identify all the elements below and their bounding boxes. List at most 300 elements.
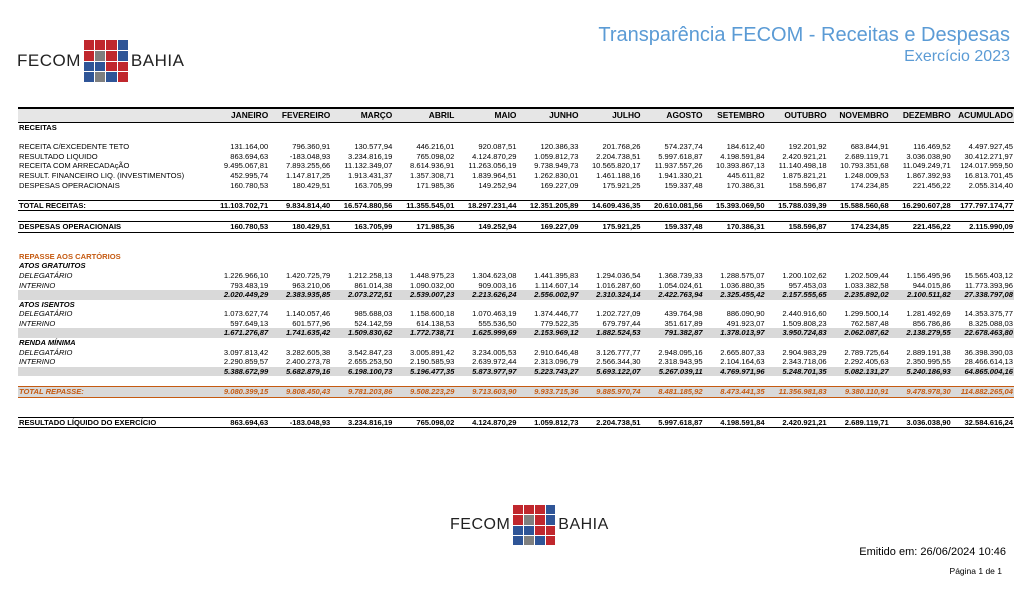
table-cell: 3.036.038,90	[890, 417, 952, 428]
table-cell: 863.694,63	[230, 151, 269, 161]
table-cell: 3.234.816,19	[347, 151, 393, 161]
row-label: RENDA MÍNIMA	[19, 338, 76, 348]
table-cell: 957.453,03	[788, 280, 827, 290]
table-cell: 2.400.273,78	[285, 357, 331, 367]
table-cell: 1.158.600,18	[410, 309, 455, 319]
row-label: DELEGATÁRIO	[19, 309, 73, 319]
table-cell: 791.382,87	[642, 328, 704, 338]
table-cell: 163.705,99	[354, 180, 393, 190]
table-cell: 2.689.119,71	[828, 417, 890, 428]
logo-tile	[524, 515, 534, 524]
table-cell: 221.456,22	[912, 180, 951, 190]
table-cell: 2.639.972,44	[472, 357, 517, 367]
table-cell: 2.235.892,02	[828, 290, 890, 300]
table-cell: 221.456,22	[890, 221, 952, 232]
table-cell: 1.114.607,14	[534, 280, 579, 290]
table-cell: 4.769.971,96	[704, 367, 766, 377]
row-label	[18, 232, 1014, 242]
table-cell: 920.087,51	[478, 142, 517, 152]
table-cell: 2.655.253,50	[347, 357, 393, 367]
table-cell: 3.097.813,42	[223, 347, 269, 357]
table-cell: 2.190.585,93	[410, 357, 455, 367]
table-row	[18, 328, 1014, 338]
table-cell: 2.020.449,29	[207, 290, 269, 300]
table-cell: 7.893.255,66	[285, 161, 331, 171]
row-label	[18, 211, 1014, 222]
row-label: DELEGATÁRIO	[19, 347, 73, 357]
row-label	[18, 367, 207, 377]
table-cell: 1.054.024,61	[658, 280, 703, 290]
table-row	[18, 417, 1014, 428]
table-cell: 1.839.964,51	[472, 170, 517, 180]
table-cell: 5.223.743,27	[517, 367, 579, 377]
table-cell: 2.566.344,30	[596, 357, 641, 367]
table-cell: 1.294.036,54	[596, 270, 641, 280]
logo-tile	[106, 72, 116, 82]
table-row	[18, 387, 1014, 398]
table-cell: 1.140.057,46	[285, 309, 331, 319]
table-cell: 175.921,25	[579, 221, 641, 232]
table-cell: 614.138,53	[416, 318, 455, 328]
row-label	[18, 397, 1014, 407]
table-cell: 11.132.349,07	[344, 161, 393, 171]
row-label: TOTAL RECEITAS:	[18, 200, 207, 211]
page-number: Página 1 de 1	[949, 566, 1002, 576]
table-cell: 683.844,91	[850, 142, 889, 152]
table-cell: 1.374.446,77	[534, 309, 579, 319]
table-cell: 9.080.399,15	[207, 387, 269, 398]
table-header-row	[18, 108, 1014, 123]
table-cell: 9.380.110,91	[828, 387, 890, 398]
logo-tile	[95, 62, 105, 72]
table-cell: 5.082.131,27	[828, 367, 890, 377]
logo-mark-icon	[513, 505, 555, 545]
table-cell: 8.481.185,92	[642, 387, 704, 398]
table-cell: 2.383.935,85	[269, 290, 331, 300]
table-cell: 1.156.495,96	[906, 270, 951, 280]
table-cell: 32.584.616,24	[952, 417, 1014, 428]
table-cell: 2.318.943,95	[658, 357, 703, 367]
logo-tile	[118, 62, 128, 72]
table-cell: 2.073.272,51	[331, 290, 393, 300]
table-cell: 14.609.436,35	[579, 200, 641, 211]
table-cell: 174.234,85	[828, 221, 890, 232]
table-cell: 14.353.375,77	[964, 309, 1013, 319]
table-cell: 3.542.847,23	[347, 347, 393, 357]
table-cell: 9.738.949,73	[534, 161, 579, 171]
table-cell: 2.350.995,55	[906, 357, 951, 367]
table-row	[18, 357, 1014, 367]
table-cell: 169.227,09	[517, 221, 579, 232]
row-label: INTERINO	[19, 357, 56, 367]
table-cell: 3.036.038,90	[906, 151, 951, 161]
table-row	[18, 211, 1014, 222]
header-cell-month: MARÇO	[331, 108, 393, 123]
table-cell: 679.797,44	[602, 318, 641, 328]
table-cell: 762.587,48	[850, 318, 889, 328]
table-cell: 524.142,59	[354, 318, 393, 328]
table-cell: 2.292.405,63	[844, 357, 889, 367]
table-cell: 1.090.032,00	[410, 280, 455, 290]
table-cell: 452.995,74	[230, 170, 269, 180]
table-cell: 8.614.936,91	[410, 161, 455, 171]
table-cell: 8.473.441,35	[704, 387, 766, 398]
table-cell: 5.873.977,97	[455, 367, 517, 377]
table-row	[18, 200, 1014, 211]
table-cell: 9.808.450,43	[269, 387, 331, 398]
table-cell: 5.997.618,87	[642, 417, 704, 428]
table-row	[18, 252, 1014, 262]
table-cell: 160.780,53	[230, 180, 269, 190]
logo-tile	[95, 40, 105, 50]
table-cell: 175.921,25	[602, 180, 641, 190]
table-cell: 124.017.959,50	[960, 161, 1013, 171]
table-cell: 1.147.817,25	[285, 170, 331, 180]
table-cell: 5.267.039,11	[642, 367, 704, 377]
table-cell: 169.227,09	[540, 180, 579, 190]
table-cell: 159.337,48	[642, 221, 704, 232]
row-label: INTERINO	[19, 280, 56, 290]
table-cell: 1.441.395,83	[534, 270, 579, 280]
table-cell: 2.157.555,65	[766, 290, 828, 300]
table-cell: 10.393.867,13	[716, 161, 765, 171]
table-cell: 1.378.013,97	[704, 328, 766, 338]
report-year: Exercício 2023	[904, 48, 1010, 65]
table-cell: 1.059.812,73	[534, 151, 579, 161]
header-cell-month: MAIO	[455, 108, 517, 123]
table-row	[18, 338, 1014, 348]
table-cell: 5.693.122,07	[579, 367, 641, 377]
table-cell: 1.248.009,53	[844, 170, 889, 180]
table-row	[18, 142, 1014, 152]
table-cell: 2.343.718,06	[782, 357, 827, 367]
table-cell: 22.678.463,80	[952, 328, 1014, 338]
row-label: DELEGATÁRIO	[19, 270, 73, 280]
table-cell: 131.164,00	[230, 142, 269, 152]
table-cell: 779.522,35	[540, 318, 579, 328]
table-cell: 765.098,02	[393, 417, 455, 428]
table-cell: 2.325.455,42	[704, 290, 766, 300]
table-cell: 1.867.392,93	[906, 170, 951, 180]
table-cell: 351.617,89	[664, 318, 703, 328]
header-cell-month: NOVEMBRO	[828, 108, 890, 123]
table-row	[18, 407, 1014, 417]
table-cell: 180.429,51	[292, 180, 331, 190]
table-cell: 12.351.205,89	[517, 200, 579, 211]
header-cell-month: ABRIL	[393, 108, 455, 123]
table-cell: 1.461.188,16	[596, 170, 641, 180]
table-cell: -183.048,93	[289, 151, 331, 161]
table-cell: 16.813.701,45	[964, 170, 1013, 180]
table-cell: 10.793.351,68	[840, 161, 889, 171]
table-cell: 2.556.002,97	[517, 290, 579, 300]
table-cell: 16.574.880,56	[331, 200, 393, 211]
table-cell: 3.282.605,38	[285, 347, 331, 357]
table-cell: 446.216,01	[416, 142, 455, 152]
row-label: ATOS GRATUITOS	[19, 261, 86, 271]
table-cell: 4.497.927,45	[968, 142, 1013, 152]
row-label: RESULT. FINANCEIRO LIQ. (INVESTIMENTOS)	[19, 170, 185, 180]
row-label: RECEITAS	[19, 123, 57, 132]
table-cell: 11.049.249,71	[902, 161, 951, 171]
table-cell: 765.098,02	[416, 151, 455, 161]
table-cell: 149.252,94	[478, 180, 517, 190]
logo-text-bahia: BAHIA	[130, 51, 185, 70]
logo-tile	[84, 40, 94, 50]
table-cell: 114.882.265,04	[952, 387, 1014, 398]
table-row	[18, 290, 1014, 300]
table-row	[18, 367, 1014, 377]
logo-text-fecom: FECOM	[450, 516, 511, 533]
table-cell: 158.596,87	[788, 180, 827, 190]
row-label: TOTAL REPASSE:	[18, 387, 207, 398]
table-row	[18, 300, 1014, 310]
table-cell: 1.741.635,42	[269, 328, 331, 338]
row-label	[18, 407, 1014, 417]
logo-mark-icon	[84, 40, 128, 82]
table-cell: 2.789.725,64	[844, 347, 889, 357]
logo-text-fecom: FECOM	[17, 51, 81, 70]
row-label: REPASSE AOS CARTÓRIOS	[19, 251, 121, 261]
table-cell: 11.140.498,18	[778, 161, 827, 171]
table-cell: 30.412.271,97	[964, 151, 1013, 161]
header-cell-month: DEZEMBRO	[890, 108, 952, 123]
table-cell: 170.386,31	[726, 180, 765, 190]
table-cell: 184.612,40	[726, 142, 765, 152]
table-cell: 2.115.990,09	[952, 221, 1014, 232]
table-cell: 2.310.324,14	[579, 290, 641, 300]
table-cell: 170.386,31	[704, 221, 766, 232]
table-cell: 1.033.382,58	[844, 280, 889, 290]
table-cell: 796.360,91	[292, 142, 331, 152]
table-cell: 601.577,96	[292, 318, 331, 328]
row-label: RECEITA COM ARRECADAçÃO	[19, 161, 130, 171]
table-cell: 3.005.891,42	[410, 347, 455, 357]
table-row	[18, 161, 1014, 171]
table-cell: 1.212.258,13	[347, 270, 393, 280]
table-cell: 2.422.763,94	[642, 290, 704, 300]
table-cell: 1.671.276,87	[207, 328, 269, 338]
table-cell: 159.337,48	[664, 180, 703, 190]
table-cell: 11.103.702,71	[207, 200, 269, 211]
table-cell: 2.910.646,48	[534, 347, 579, 357]
table-cell: 2.420.921,21	[782, 151, 827, 161]
logo-tile	[546, 505, 556, 514]
header-cell-label	[18, 108, 207, 123]
table-row	[18, 171, 1014, 181]
table-cell: 2.153.969,12	[517, 328, 579, 338]
table-row	[18, 232, 1014, 242]
table-cell: 171.985,36	[393, 221, 455, 232]
table-cell: 909.003,16	[478, 280, 517, 290]
table-cell: 2.665.807,33	[720, 347, 765, 357]
table-cell: 180.429,51	[269, 221, 331, 232]
header-cell-month: JUNHO	[517, 108, 579, 123]
table-cell: 491.923,07	[726, 318, 765, 328]
table-cell: 149.252,94	[455, 221, 517, 232]
table-cell: 20.610.081,56	[642, 200, 704, 211]
table-cell: 6.198.100,73	[331, 367, 393, 377]
table-cell: 2.689.119,71	[844, 151, 889, 161]
logo-tile	[95, 51, 105, 61]
table-cell: 863.694,63	[207, 417, 269, 428]
table-row	[18, 221, 1014, 232]
logo-tile	[513, 505, 523, 514]
row-label: ATOS ISENTOS	[19, 299, 75, 309]
table-cell: 2.539.007,23	[393, 290, 455, 300]
logo-tile	[524, 536, 534, 545]
table-cell: 2.904.983,29	[782, 347, 827, 357]
table-cell: 163.705,99	[331, 221, 393, 232]
table-cell: 2.062.087,62	[828, 328, 890, 338]
table-cell: 944.015,86	[912, 280, 951, 290]
table-cell: 1.016.287,60	[596, 280, 641, 290]
table-cell: 793.483,19	[230, 280, 269, 290]
table-cell: 3.234.005,53	[472, 347, 517, 357]
table-cell: 1.448.975,23	[410, 270, 455, 280]
table-cell: 2.055.314,40	[968, 180, 1013, 190]
table-cell: 1.073.627,74	[223, 309, 269, 319]
logo-tile	[524, 505, 534, 514]
table-cell: 1.368.739,33	[658, 270, 703, 280]
table-cell: 1.036.880,35	[720, 280, 765, 290]
fecom-bahia-logo-header	[17, 40, 184, 82]
header-cell-month: JULHO	[579, 108, 641, 123]
table-row	[18, 133, 1014, 143]
table-cell: 1.882.524,53	[579, 328, 641, 338]
table-cell: 3.234.816,19	[331, 417, 393, 428]
table-cell: 64.865.004,16	[952, 367, 1014, 377]
row-label: RECEITA C/EXCEDENTE TETO	[19, 142, 130, 152]
table-cell: 1.202.727,09	[596, 309, 641, 319]
logo-tile	[106, 40, 116, 50]
table-row	[18, 319, 1014, 329]
logo-tile	[118, 72, 128, 82]
table-cell: 9.478.978,30	[890, 387, 952, 398]
table-cell: 177.797.174,77	[952, 200, 1014, 211]
table-cell: 1.913.431,37	[347, 170, 393, 180]
table-cell: 2.100.511,82	[890, 290, 952, 300]
table-cell: 5.682.879,16	[269, 367, 331, 377]
table-cell: 861.014,38	[354, 280, 393, 290]
logo-tile	[535, 505, 545, 514]
table-cell: 1.509.808,23	[782, 318, 827, 328]
row-label: RESULTADO LÍQUIDO DO EXERCÍCIO	[18, 417, 207, 428]
logo-tile	[84, 51, 94, 61]
table-cell: 36.398.390,03	[964, 347, 1013, 357]
logo-tile	[546, 515, 556, 524]
logo-tile	[513, 526, 523, 535]
table-cell: 2.948.095,16	[658, 347, 703, 357]
logo-tile	[535, 536, 545, 545]
table-cell: 28.466.614,13	[964, 357, 1013, 367]
row-label	[18, 290, 207, 300]
table-cell: 120.386,33	[540, 142, 579, 152]
row-label	[18, 133, 1014, 143]
table-cell: 11.937.557,26	[654, 161, 703, 171]
table-cell: 18.297.231,44	[455, 200, 517, 211]
logo-text-bahia: BAHIA	[558, 516, 609, 533]
table-cell: 158.596,87	[766, 221, 828, 232]
header-cell-month: OUTUBRO	[766, 108, 828, 123]
table-cell: 985.688,03	[354, 309, 393, 319]
table-cell: 1.941.330,21	[658, 170, 703, 180]
row-label	[18, 328, 207, 338]
table-cell: 16.290.607,28	[890, 200, 952, 211]
table-cell: 201.768,26	[602, 142, 641, 152]
table-cell: 27.338.797,08	[952, 290, 1014, 300]
table-cell: 439.764,98	[664, 309, 703, 319]
row-label: INTERINO	[19, 318, 56, 328]
header-cell-month: ACUMULADO	[952, 108, 1014, 123]
table-cell: 4.198.591,84	[704, 417, 766, 428]
logo-tile	[106, 51, 116, 61]
table-cell: 2.889.191,38	[906, 347, 951, 357]
table-cell: 9.933.715,36	[517, 387, 579, 398]
table-row	[18, 152, 1014, 162]
table-body	[18, 123, 1014, 428]
row-label	[18, 376, 1014, 386]
table-row	[18, 190, 1014, 200]
table-cell: 1.202.509,44	[844, 270, 889, 280]
row-label: DESPESAS OPERACIONAIS	[18, 221, 207, 232]
table-cell: 15.393.069,50	[704, 200, 766, 211]
table-cell: 1.875.821,21	[782, 170, 827, 180]
table-cell: 1.226.966,10	[223, 270, 269, 280]
table-row	[18, 348, 1014, 358]
table-cell: 11.356.981,83	[766, 387, 828, 398]
table-cell: 5.196.477,35	[393, 367, 455, 377]
table-row	[18, 376, 1014, 386]
table-cell: 2.420.921,21	[766, 417, 828, 428]
table-cell: 3.126.777,77	[596, 347, 641, 357]
table-cell: 445.611,82	[727, 170, 765, 180]
table-cell: 130.577,94	[354, 142, 393, 152]
table-row	[18, 181, 1014, 191]
header-cell-month: SETEMBRO	[704, 108, 766, 123]
row-label	[18, 242, 1014, 252]
logo-tile	[95, 72, 105, 82]
table-cell: 1.509.830,62	[331, 328, 393, 338]
table-cell: 1.070.463,19	[472, 309, 517, 319]
table-cell: 5.248.701,35	[766, 367, 828, 377]
table-cell: 1.059.812,73	[517, 417, 579, 428]
emission-date: Emitido em: 26/06/2024 10:46	[859, 546, 1006, 558]
table-cell: 9.713.603,90	[455, 387, 517, 398]
table-cell: 4.198.591,84	[720, 151, 765, 161]
table-cell: 1.288.575,07	[720, 270, 765, 280]
table-cell: 160.780,53	[207, 221, 269, 232]
table-row	[18, 261, 1014, 271]
table-cell: 2.204.738,51	[579, 417, 641, 428]
header-cell-month: JANEIRO	[207, 108, 269, 123]
table-cell: 2.204.738,51	[596, 151, 641, 161]
table-cell: 1.625.999,69	[455, 328, 517, 338]
logo-tile	[524, 526, 534, 535]
header-cell-month: FEVEREIRO	[269, 108, 331, 123]
table-cell: 9.781.203,86	[331, 387, 393, 398]
table-row	[18, 123, 1014, 133]
logo-tile	[546, 526, 556, 535]
table-cell: 2.104.164,63	[720, 357, 765, 367]
table-cell: 1.772.738,71	[393, 328, 455, 338]
table-cell: 1.200.102,62	[782, 270, 827, 280]
table-cell: 15.565.403,12	[964, 270, 1013, 280]
table-cell: 171.985,36	[416, 180, 455, 190]
logo-tile	[118, 40, 128, 50]
table-cell: 1.281.492,69	[906, 309, 951, 319]
table-cell: 1.299.500,14	[844, 309, 889, 319]
